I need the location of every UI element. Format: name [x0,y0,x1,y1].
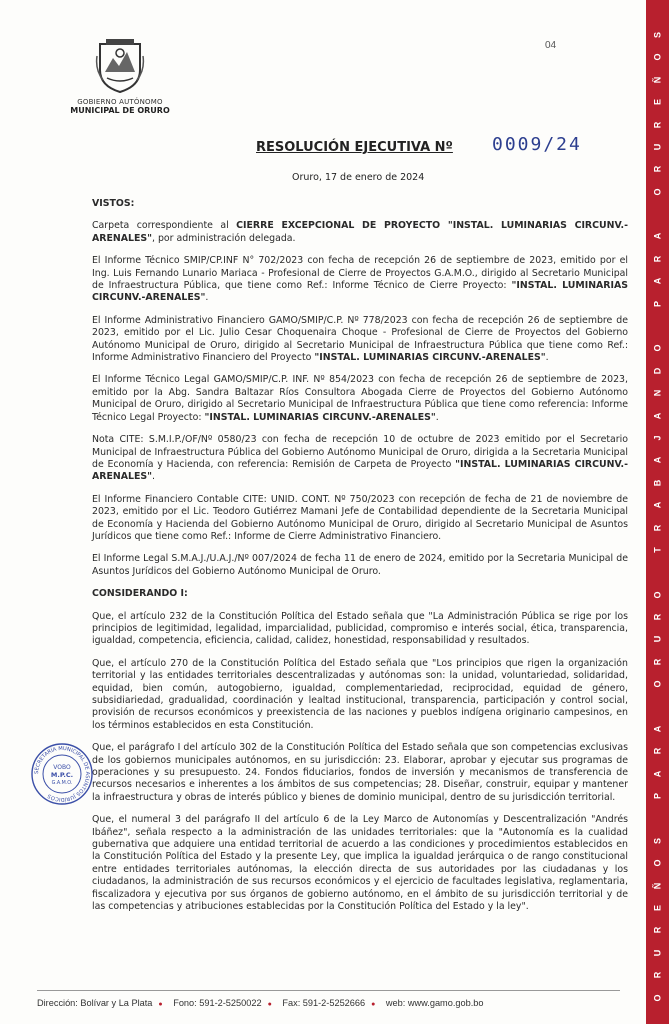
stripe-letter: D [652,367,663,375]
document-body [92,198,628,924]
title-block [256,136,586,160]
stamp-center-bot: G.A.M.O. [51,781,73,786]
stripe-letter: O [652,344,663,352]
stripe-letter: U [652,636,663,643]
stripe-letter: J [652,435,663,441]
considerando-1: Que, el artículo 232 de la Constitución Política del Estado señala que "La Administración Pública se rige por los principios de legitimidad, legalidad, imparcialidad, publicidad, compromiso e interés social, ética, transparencia, igualdad, competencia, eficiencia, calidad, calidez, honestidad, responsabilidad y resultados. [92,610,628,647]
project-name: "INSTAL. LUMINARIAS CIRCUNV.-ARENALES" [314,352,546,364]
stripe-letter: R [652,927,663,934]
footer-phone: Fono: 591-2-5250022 [173,998,262,1008]
project-name: "INSTAL. LUMINARIAS CIRCUNV.-ARENALES" [92,280,629,304]
stamp-seal-icon [30,742,94,806]
bullet-icon: ● [267,1001,272,1008]
considerando-4: Que, el numeral 3 del parágrafo II del artículo 6 de la Ley Marco de Autonomías y Descentralización "Andrés Ibáñez", señala respecto a la administración de las unidades territoriales: que la "Autonomía es la cualidad gubernativa que adquiere una entidad territorial de acuerdo a las condiciones y procedimientos establecidos en la Constitución Política del Estado y la presente Ley, que implica la igualdad jerárquica o de rango constitucional entre entidades territoriales autónomas, la elección directa de sus autoridades por las ciudadanas y los ciudadanos, la administración de sus recursos económicos y el ejercicio de facultades legislativa, reglamentaria, fiscalizadora y ejecutiva por sus órganos de gobierno autónomo, en el ámbito de su jurisdicción territorial y de las competencias y atribuciones establecidas por la Constitución Política del Estado y la ley". [92,814,628,913]
stripe-letter: P [652,793,663,800]
stripe-letter: S [652,32,663,39]
official-stamp [30,742,94,806]
stripe-letter: A [652,412,663,419]
stripe-letter: O [652,53,663,61]
footer [37,998,637,1008]
footer-fax: Fax: 591-2-5252666 [282,998,366,1008]
text-span: El Informe Administrativo Financiero GAMO/SMIP/C.P. Nº 778/2023 con fecha de recepción 26 de septiembre de 2023, emitido por el Lic. Julio Cesar Choquenaira Choque - Profesional de Cierre de Proyectos del Gobierno Autónomo Municipal de Oruro, dirigido al Secretario Municipal de Infraestructura Pública que tiene como Ref.: Informe Administrativo Financiero del Proyecto [92,314,628,364]
stripe-letter: A [652,233,663,240]
logo-line-2: MUNICIPAL DE ORURO [70,106,170,115]
footer-address: Dirección: Bolívar y La Plata [37,998,153,1008]
stripe-letter: U [652,949,663,957]
text-span: . [545,352,549,364]
text-span: El Informe Técnico Legal GAMO/SMIP/C.P. INF. Nº 854/2023 con fecha de recepción 26 de septiembre de 2023, emitido por la Abg. Sandra Baltazar Ríos Consultora Abogada Cierre de Proyectos del Gobierno Autónomo Municipal de Oruro, dirigido al Secretario Municipal de Infraestructura Pública que tiene como referencia: Informe Técnico Legal Proyecto: [92,374,628,423]
stripe-letter: A [652,501,663,509]
stamp-center-top: VOBO [53,764,71,771]
stripe-letter: R [652,255,663,263]
footer-web: web: www.gamo.gob.bo [385,998,484,1008]
paragraph-6: El Informe Financiero Contable CITE: UNID. CONT. Nº 750/2023 con recepción de fecha de 21 de noviembre de 2023, emitido por el Lic. Teodoro Gutiérrez Mamani Jefe de Contabilidad dependiente de la Secretaria Municipal de Economía y Hacienda del Gobierno Autónomo Municipal de Oruro, dirigido al Secretario Municipal de Asuntos Jurídicos que tiene como Ref.: Informe de Cierre Administrativo Financiero. [92,493,628,542]
paragraph-2 [92,255,628,305]
side-stripe-text [646,30,669,1015]
stripe-letter: Ñ [652,76,663,84]
stripe-letter: S [652,837,663,844]
logo-line-1: GOBIERNO AUTÓNOMO [77,98,163,106]
document-date: Oruro, 17 de enero de 2024 [292,172,425,183]
stripe-letter: P [652,300,663,307]
stripe-letter: E [652,99,663,106]
footer-divider [37,990,620,991]
project-name: "INSTAL. LUMINARIAS CIRCUNV.-ARENALES" [92,458,628,483]
considerando-3: Que, el parágrafo I del artículo 302 de la Constitución Política del Estado señala que son competencias exclusivas de los gobiernos municipales autónomos, en su jurisdicción: 23. Elaborar, aprobar y ejecutar sus programas de operaciones y su presupuesto. 24. Fondos fiduciarios, fondos de inversión y mecanismos de transferencia de recursos necesarios e inherentes a los ámbitos de sus competencias; 28. Diseñar, construir, equipar y mantener la infraestructura y obras de interés público y bienes de dominio municipal, dentro de su jurisdicción territorial. [92,742,628,803]
stripe-letter: A [652,725,663,733]
project-name: CIERRE EXCEPCIONAL DE PROYECTO "INSTAL. LUMINARIAS CIRCUNV.-ARENALES" [92,220,628,244]
text-span: Carpeta correspondiente al [92,220,237,232]
stripe-letter: B [652,479,663,486]
paragraph-4 [92,374,628,424]
stripe-letter: A [652,770,663,777]
text-span: Nota CITE: S.M.I.P./OF/Nº 0580/23 con fecha de recepción 10 de octubre de 2023 emitido por el Secretario Municipal de Infraestructura Pública del Gobierno Autónomo Municipal de Oruro, dirigida a la Secretaria Municipal de Economía y Hacienda, con referencia: Remisión de Carpeta de Proyecto [92,434,628,470]
vistos-heading: VISTOS: [92,198,135,209]
paragraph-1 [92,220,628,245]
paragraph-7: El Informe Legal S.M.A.J./U.A.J./Nº 007/2024 de fecha 11 de enero de 2024, emitido por la Secretaria Municipal de Asuntos Jurídicos del Gobierno Autónomo Municipal de Oruro. [92,553,628,577]
text-span: El Informe Técnico SMIP/CP.INF N° 702/2023 con fecha de recepción 26 de septiembre de 2023, emitido por el Ing. Luis Fernando Lunario Mariaca - Profesional de Cierre de Proyectos G.A.M.O., dirigido al Secretario Municipal de Infraestructura Pública, que tiene como Ref.: Informe Técnico de Cierre Proyecto: [92,255,628,292]
considerando-2: Que, el artículo 270 de la Constitución Política del Estado señala que "Los principios que rigen la organización territorial y las entidades territoriales descentralizadas y autónomas son: la unidad, voluntariedad, solidaridad, equidad, bien común, autogobierno, igualdad, complementariedad, reciprocidad, equidad de género, subsidiariedad, gradualidad, coordinación y lealtad institucional, transparencia, participación y control social, provisión de recursos económicos y preexistencia de las naciones y pueblos indígena originario campesinos, en los términos establecidos en esta Constitución. [92,657,628,731]
text-span: . [152,471,155,483]
considerando-heading: CONSIDERANDO I: [92,588,188,600]
stripe-letter: A [652,278,663,285]
paragraph-3 [92,315,628,365]
stripe-letter: R [652,166,663,173]
stripe-letter: R [652,524,663,531]
stripe-letter: R [652,658,663,666]
text-span: . [435,411,439,423]
coat-of-arms-icon [95,36,145,94]
bullet-icon: ● [158,1001,163,1008]
stripe-letter: O [652,591,663,599]
stripe-letter: A [652,457,663,464]
resolution-number: 0009/24 [492,134,582,155]
stamp-center-mid: M.P.C. [50,771,74,779]
municipal-logo [68,36,172,115]
stripe-letter: E [652,905,663,912]
stripe-letter: R [652,121,663,128]
bullet-icon: ● [371,1001,376,1008]
stripe-letter: Ñ [652,882,663,889]
stripe-letter: N [652,389,663,397]
stripe-letter: U [652,143,663,151]
stripe-letter: O [652,188,663,196]
document-title: RESOLUCIÓN EJECUTIVA Nº [256,140,453,155]
stripe-letter: R [652,613,663,621]
stripe-letter: O [652,859,663,867]
stripe-letter: R [652,971,663,979]
stripe-letter: O [652,680,663,688]
stripe-letter: R [652,748,663,755]
stamp-ring-text: SECRETARÍA MUNICIPAL DE ASUNTOS JURÍDICOS [33,745,91,803]
project-name: "INSTAL. LUMINARIAS CIRCUNV.-ARENALES" [204,411,436,423]
text-span: , por administración delegada. [152,232,296,244]
stripe-letter: T [652,547,663,553]
page-number: 04 [545,40,557,51]
text-span: . [205,292,209,304]
paragraph-5 [92,434,628,484]
stripe-letter: O [652,994,663,1002]
